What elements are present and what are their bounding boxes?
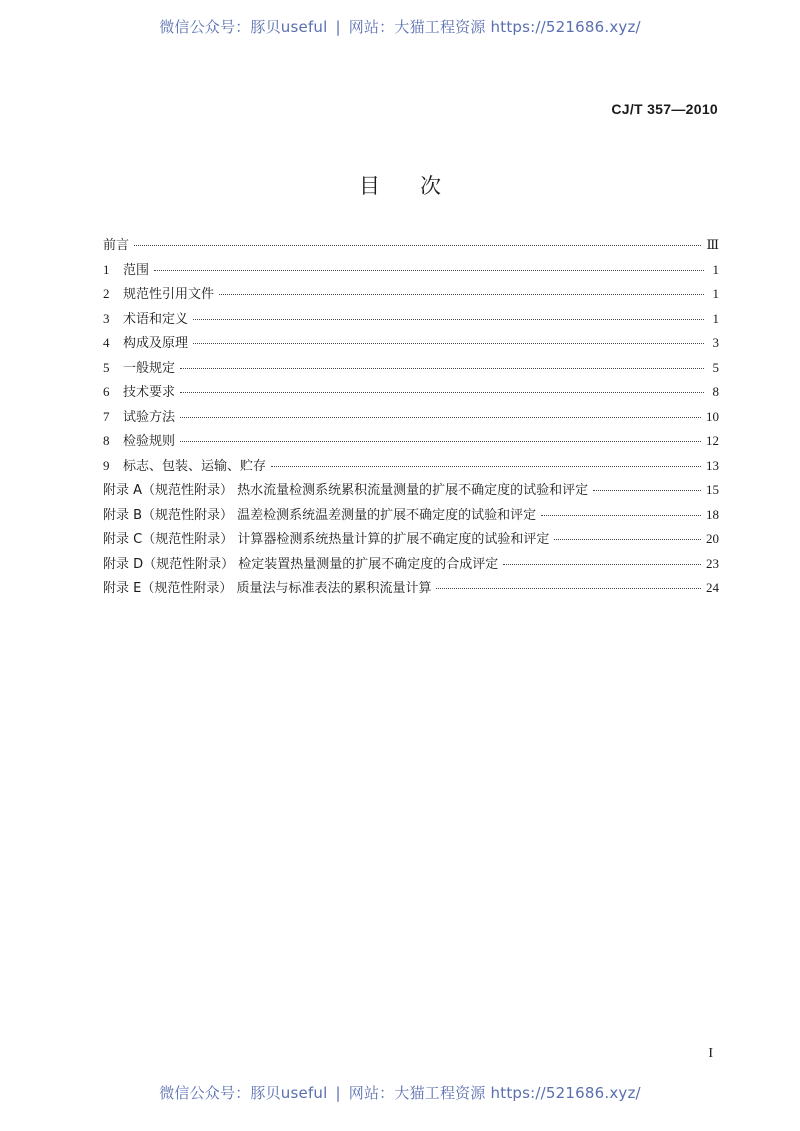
toc-entry-title (103, 528, 549, 547)
toc-entry-label: 前言 (103, 238, 130, 253)
toc-entry-number: 7 (103, 408, 110, 424)
toc-entry-label: 规范性引用文件 (123, 287, 215, 302)
toc-entry-label: 术语和定义 (123, 311, 189, 327)
toc-leader-dots (134, 245, 701, 246)
toc-entry-title (103, 381, 175, 400)
toc-entry-title (103, 283, 214, 302)
toc-leader-dots (193, 343, 704, 344)
toc-leader-dots (593, 490, 701, 491)
toc-leader-dots (180, 368, 704, 369)
watermark-wechat: 微信公众号：豚贝useful (159, 1084, 328, 1102)
toc-entry (103, 259, 719, 284)
toc-entry-title (103, 332, 188, 351)
toc-entry-label: 附录 A（规范性附录） 热水流量检测系统累积流量测量的扩展不确定度的试验和评定 (103, 483, 589, 498)
toc-entry (103, 430, 719, 455)
toc-leader-dots (436, 588, 701, 589)
watermark-separator: | (335, 18, 341, 36)
toc-entry-title (103, 553, 498, 572)
toc-entry-number: 2 (103, 286, 110, 301)
toc-entry (103, 455, 719, 480)
toc-entry-title (103, 406, 175, 425)
toc-entry-page: 23 (706, 555, 719, 571)
toc-entry-label: 技术要求 (123, 385, 176, 400)
toc-leader-dots (271, 466, 701, 467)
toc-entry-page: 12 (706, 433, 719, 448)
toc-entry-page: 20 (706, 531, 719, 546)
toc-entry-page: 13 (706, 457, 719, 473)
toc-entry-label: 附录 D（规范性附录） 检定装置热量测量的扩展不确定度的合成评定 (103, 556, 499, 572)
toc-entry (103, 528, 719, 553)
toc-entry-label: 附录 B（规范性附录） 温差检测系统温差测量的扩展不确定度的试验和评定 (103, 507, 537, 523)
toc-leader-dots (180, 441, 701, 442)
page-number: I (708, 1046, 713, 1061)
toc-entry-title (103, 357, 175, 376)
toc-leader-dots (219, 294, 704, 295)
toc-entry-page: 18 (706, 506, 719, 522)
toc-leader-dots (154, 270, 704, 271)
watermark-top (0, 16, 800, 37)
toc-entry (103, 308, 719, 333)
toc-entry-title (103, 455, 266, 474)
toc-entry-label: 检验规则 (123, 434, 176, 449)
toc-entry-page: 24 (706, 580, 719, 595)
toc-entry-label: 范围 (123, 262, 150, 278)
toc-entry-title (103, 479, 588, 498)
toc-entry-number: 1 (103, 261, 110, 277)
toc-entry-number: 6 (103, 384, 110, 399)
toc-entry-label: 构成及原理 (123, 336, 189, 351)
toc-entry-page: 8 (712, 384, 719, 399)
toc-entry (103, 479, 719, 504)
toc-entry-title (103, 259, 149, 278)
toc-entry (103, 234, 719, 259)
toc-entry-title (103, 234, 129, 253)
watermark-separator: | (335, 1084, 341, 1102)
toc-entry-title (103, 577, 431, 596)
page-title: 目次 (359, 174, 481, 198)
toc-entry-number: 8 (103, 433, 110, 448)
toc-leader-dots (193, 319, 704, 320)
toc-entry-page: 15 (706, 482, 719, 497)
standard-code: CJ/T 357—2010 (611, 101, 718, 117)
toc-entry-page: 5 (712, 359, 719, 375)
toc-entry-label: 附录 C（规范性附录） 计算器检测系统热量计算的扩展不确定度的试验和评定 (103, 532, 550, 547)
toc-entry-title (103, 308, 188, 327)
toc-entry (103, 332, 719, 357)
toc-entry-page: Ⅲ (706, 237, 719, 252)
toc-entry-page: 10 (706, 408, 719, 424)
watermark-wechat: 微信公众号：豚贝useful (159, 18, 328, 36)
table-of-contents (103, 234, 719, 602)
toc-entry-page: 1 (712, 286, 719, 301)
toc-entry-number: 3 (103, 310, 110, 326)
watermark-site: 网站：大猫工程资源 https://521686.xyz/ (348, 1084, 641, 1102)
toc-leader-dots (554, 539, 701, 540)
watermark-site: 网站：大猫工程资源 https://521686.xyz/ (348, 18, 641, 36)
toc-entry-label: 一般规定 (123, 360, 176, 376)
toc-entry (103, 357, 719, 382)
toc-entry (103, 381, 719, 406)
toc-leader-dots (180, 392, 704, 393)
toc-entry-page: 3 (712, 335, 719, 350)
toc-entry (103, 504, 719, 529)
toc-entry-label: 试验方法 (123, 409, 176, 425)
toc-entry-page: 1 (712, 261, 719, 277)
toc-entry (103, 406, 719, 431)
toc-entry-title (103, 504, 536, 523)
toc-entry-number: 9 (103, 457, 110, 473)
toc-entry (103, 577, 719, 602)
toc-leader-dots (180, 417, 701, 418)
toc-entry-number: 5 (103, 359, 110, 375)
toc-entry (103, 283, 719, 308)
toc-entry-title (103, 430, 175, 449)
toc-entry-page: 1 (712, 310, 719, 326)
toc-entry-label: 标志、包装、运输、贮存 (123, 458, 267, 474)
toc-entry-number: 4 (103, 335, 110, 350)
toc-entry-label: 附录 E（规范性附录） 质量法与标准表法的累积流量计算 (103, 581, 432, 596)
toc-leader-dots (503, 564, 701, 565)
watermark-bottom (0, 1082, 800, 1103)
toc-entry (103, 553, 719, 578)
toc-leader-dots (541, 515, 701, 516)
